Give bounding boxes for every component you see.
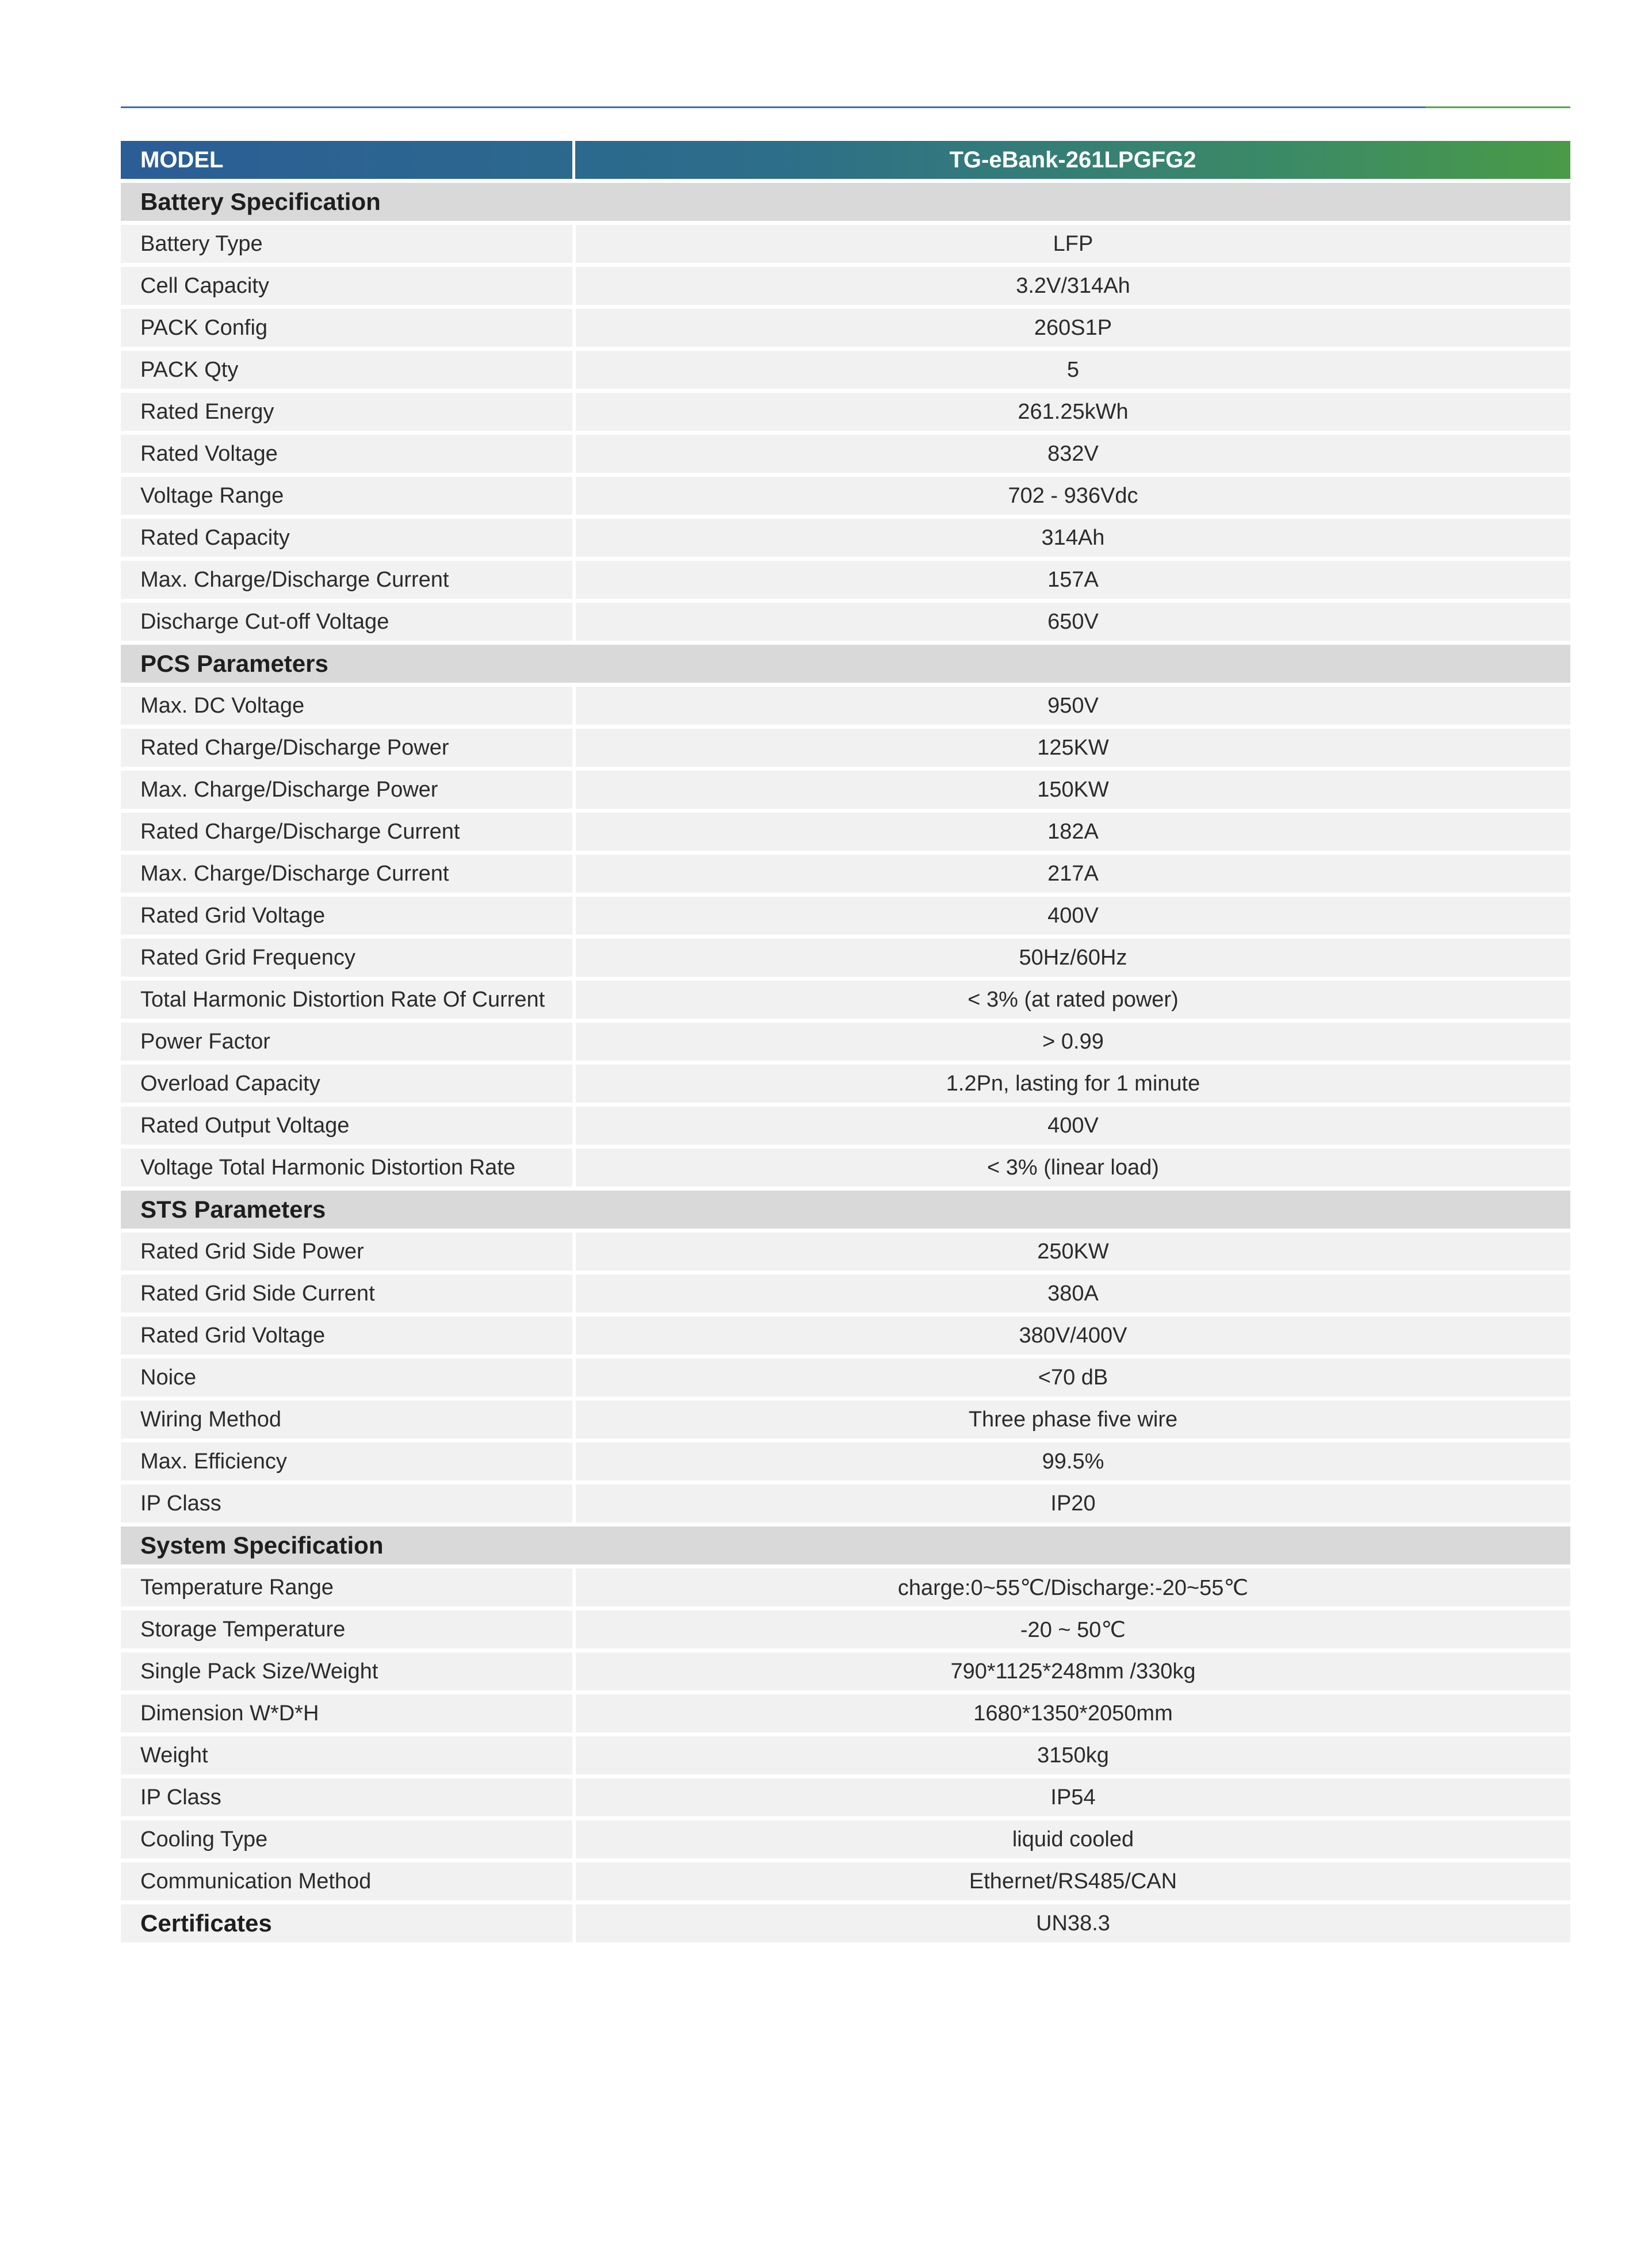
certificates-row [121,1904,1570,1942]
spec-label: Max. Efficiency [121,1443,572,1480]
spec-label: Total Harmonic Distortion Rate Of Current [121,981,572,1019]
spec-row [121,855,1570,893]
spec-label: Max. Charge/Discharge Current [121,855,572,893]
spec-value: 832V [576,435,1570,473]
spec-row [121,561,1570,599]
spec-value: charge:0~55℃/Discharge:-20~55℃ [576,1568,1570,1606]
spec-row [121,1275,1570,1313]
spec-row [121,1107,1570,1145]
spec-label: Temperature Range [121,1568,572,1606]
spec-value: IP54 [576,1778,1570,1816]
spec-value: 950V [576,687,1570,725]
spec-value: 260S1P [576,309,1570,347]
spec-label: Rated Charge/Discharge Power [121,729,572,767]
table-header-row [121,141,1570,179]
spec-value: 314Ah [576,519,1570,557]
top-divider-line [121,106,1570,108]
spec-row [121,1610,1570,1648]
spec-row [121,1359,1570,1397]
spec-label: Rated Output Voltage [121,1107,572,1145]
spec-value: 400V [576,1107,1570,1145]
spec-label: Max. Charge/Discharge Power [121,771,572,809]
spec-row [121,225,1570,263]
spec-row [121,603,1570,641]
spec-row [121,1820,1570,1858]
section-header-row [121,1191,1570,1229]
spec-label: Storage Temperature [121,1610,572,1648]
spec-label: Rated Capacity [121,519,572,557]
spec-value: <70 dB [576,1359,1570,1397]
spec-value: liquid cooled [576,1820,1570,1858]
spec-value: 1680*1350*2050mm [576,1694,1570,1732]
spec-row [121,435,1570,473]
spec-row [121,1568,1570,1606]
spec-value: 217A [576,855,1570,893]
spec-value: 157A [576,561,1570,599]
spec-label: Wiring Method [121,1401,572,1439]
spec-row [121,1401,1570,1439]
section-header-row [121,1527,1570,1564]
spec-value: 380A [576,1275,1570,1313]
spec-value: 250KW [576,1233,1570,1271]
spec-value: 702 - 936Vdc [576,477,1570,515]
spec-row [121,939,1570,977]
section-title: System Specification [140,1532,384,1559]
spec-label: Rated Grid Voltage [121,1317,572,1355]
spec-label: Battery Type [121,225,572,263]
spec-label: Voltage Total Harmonic Distortion Rate [121,1149,572,1187]
spec-label: Weight [121,1736,572,1774]
spec-value: 1.2Pn, lasting for 1 minute [576,1065,1570,1103]
spec-label: Dimension W*D*H [121,1694,572,1732]
spec-label: Communication Method [121,1862,572,1900]
spec-label: Max. DC Voltage [121,687,572,725]
spec-value: < 3% (at rated power) [576,981,1570,1019]
spec-label: IP Class [121,1778,572,1816]
spec-row [121,519,1570,557]
spec-label: Rated Grid Side Current [121,1275,572,1313]
spec-value: 3150kg [576,1736,1570,1774]
spec-row [121,1023,1570,1061]
section-title: STS Parameters [140,1196,326,1223]
spec-label: Rated Grid Frequency [121,939,572,977]
spec-row [121,813,1570,851]
spec-value: 261.25kWh [576,393,1570,431]
spec-label: Voltage Range [121,477,572,515]
spec-row [121,981,1570,1019]
spec-value: 400V [576,897,1570,935]
spec-row [121,393,1570,431]
spec-row [121,1652,1570,1690]
spec-label: Single Pack Size/Weight [121,1652,572,1690]
section-title: Battery Specification [140,188,381,215]
spec-row [121,1317,1570,1355]
spec-value: 125KW [576,729,1570,767]
spec-label: Overload Capacity [121,1065,572,1103]
model-label: MODEL [140,147,224,173]
spec-row [121,1778,1570,1816]
spec-value: Ethernet/RS485/CAN [576,1862,1570,1900]
spec-row [121,771,1570,809]
spec-row [121,687,1570,725]
spec-value: LFP [576,225,1570,263]
spec-row [121,897,1570,935]
section-header-row [121,645,1570,683]
spec-label: Max. Charge/Discharge Current [121,561,572,599]
spec-value: 3.2V/314Ah [576,267,1570,305]
spec-label: Cell Capacity [121,267,572,305]
spec-value: 5 [576,351,1570,389]
spec-row [121,1443,1570,1480]
spec-value: -20 ~ 50℃ [576,1610,1570,1648]
spec-table [121,141,1570,1946]
spec-row [121,1233,1570,1271]
spec-row [121,477,1570,515]
section-header-row [121,183,1570,221]
spec-row [121,1485,1570,1522]
spec-label: Rated Grid Side Power [121,1233,572,1271]
spec-row [121,309,1570,347]
spec-label: Discharge Cut-off Voltage [121,603,572,641]
spec-row [121,267,1570,305]
spec-value: 650V [576,603,1570,641]
spec-value: 380V/400V [576,1317,1570,1355]
spec-label: Noice [121,1359,572,1397]
spec-value: Three phase five wire [576,1401,1570,1439]
spec-label: PACK Config [121,309,572,347]
spec-label: IP Class [121,1485,572,1522]
spec-label: Rated Voltage [121,435,572,473]
certificates-label: Certificates [121,1904,572,1942]
spec-row [121,1862,1570,1900]
spec-value: 790*1125*248mm /330kg [576,1652,1570,1690]
spec-value: 50Hz/60Hz [576,939,1570,977]
spec-label: PACK Qty [121,351,572,389]
spec-row [121,1149,1570,1187]
spec-value: > 0.99 [576,1023,1570,1061]
spec-value: 150KW [576,771,1570,809]
spec-row [121,1736,1570,1774]
spec-row [121,1065,1570,1103]
spec-value: < 3% (linear load) [576,1149,1570,1187]
spec-row [121,351,1570,389]
spec-value: 99.5% [576,1443,1570,1480]
spec-row [121,729,1570,767]
spec-label: Rated Energy [121,393,572,431]
spec-row [121,1694,1570,1732]
model-value: TG-eBank-261LPGFG2 [572,141,1570,179]
spec-label: Cooling Type [121,1820,572,1858]
spec-label: Rated Charge/Discharge Current [121,813,572,851]
certificates-value: UN38.3 [576,1904,1570,1942]
sections-container [121,183,1570,1900]
spec-label: Power Factor [121,1023,572,1061]
spec-value: 182A [576,813,1570,851]
spec-label: Rated Grid Voltage [121,897,572,935]
spec-value: IP20 [576,1485,1570,1522]
section-title: PCS Parameters [140,650,328,677]
